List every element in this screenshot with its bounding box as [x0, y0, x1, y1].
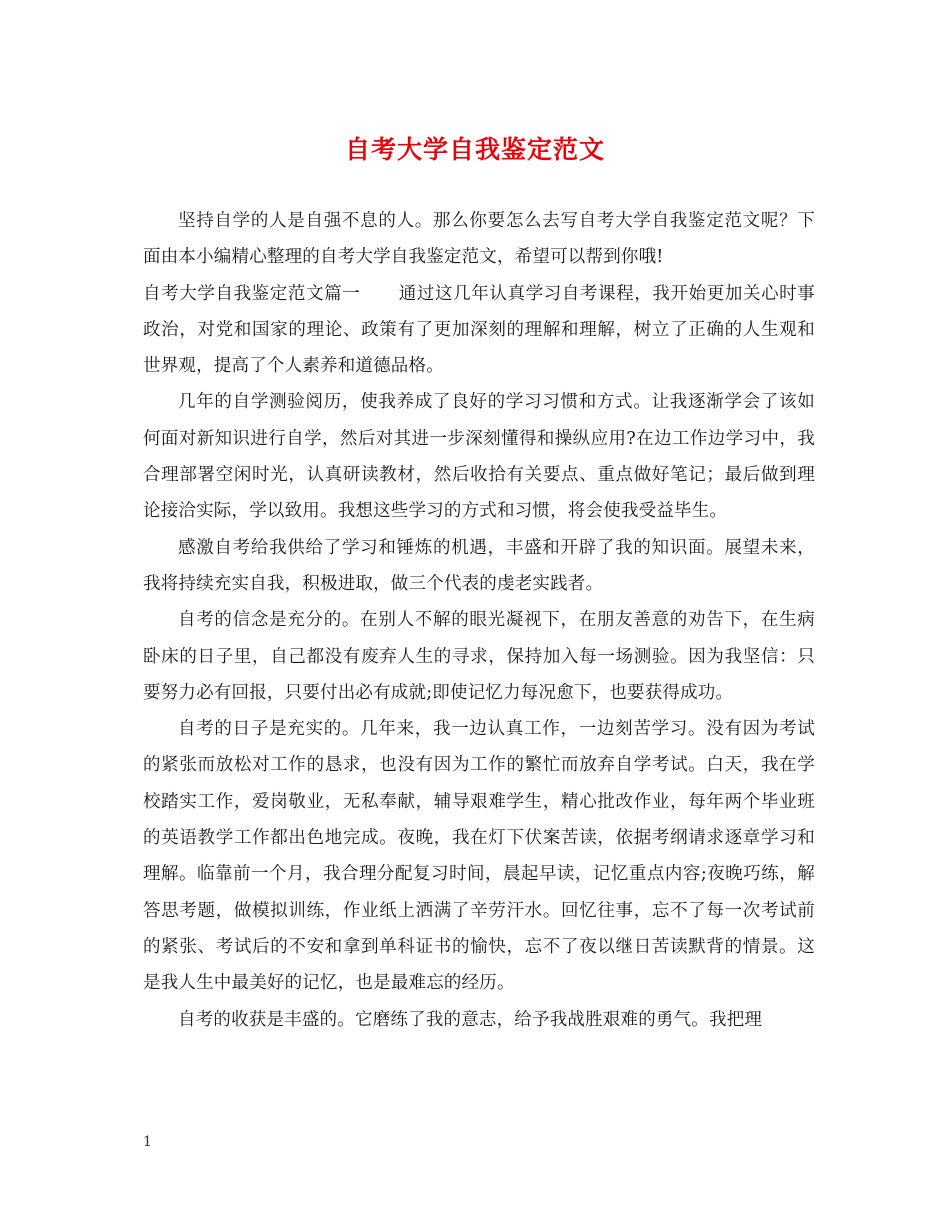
intro-paragraph: 坚持自学的人是自强不息的人。那么你要怎么去写自考大学自我鉴定范文呢？下面由本小编精心整理的自考大学自我鉴定范文，希望可以帮到你哦!	[143, 211, 815, 268]
section-heading: 自考大学自我鉴定范文篇一	[143, 283, 361, 304]
section-first-text: 通过这几年认真学习自考课程，我开始更加关心时事政治，对党和国家的理论、政策有了更加深刻的理解和理解，树立了正确的人生观和世界观，提高了个人素养和道德品格。	[143, 283, 815, 377]
body-paragraph: 自考的收获是丰盛的。它磨练了我的意志，给予我战胜艰难的勇气。我把理	[178, 1009, 763, 1030]
body-paragraph: 几年的自学测验阅历，使我养成了良好的学习习惯和方式。让我逐渐学会了该如何面对新知识进行自学，然后对其进一步深刻懂得和操纵应用?在边工作边学习中，我合理部署空闲时光，认真研读教材，然后收拾有关要点、重点做好笔记；最后做到理论接洽实际，学以致用。我想这些学习的方式和习惯，将会使我受益毕生。	[143, 392, 815, 522]
page-number: 1	[143, 1134, 152, 1150]
document-body	[143, 203, 815, 1038]
page-title: 自考大学自我鉴定范文	[344, 135, 605, 164]
body-paragraph: 自考的日子是充实的。几年来，我一边认真工作，一边刻苦学习。没有因为考试的紧张而放松对工作的恳求，也没有因为工作的繁忙而放弃自学考试。白天，我在学校踏实工作，爱岗敬业，无私奉献，辅导艰难学生，精心批改作业，每年两个毕业班的英语教学工作都出色地完成。夜晚，我在灯下伏案苦读，依据考纲请求逐章学习和理解。临靠前一个月，我合理分配复习时间，晨起早读，记忆重点内容;夜晚巧练，解答思考题，做模拟训练，作业纸上洒满了辛劳汗水。回忆往事，忘不了每一次考试前的紧张、考试后的不安和拿到单科证书的愉快，忘不了夜以继日苦读默背的情景。这是我人生中最美好的记忆，也是最难忘的经历。	[143, 719, 815, 994]
body-paragraph: 感激自考给我供给了学习和锤炼的机遇，丰盛和开辟了我的知识面。展望未来，我将持续充实自我，积极进取，做三个代表的虔老实践者。	[143, 537, 815, 594]
section-paragraph	[143, 276, 815, 385]
body-paragraph: 自考的信念是充分的。在别人不解的眼光凝视下，在朋友善意的劝告下，在生病卧床的日子里，自己都没有废弃人生的寻求，保持加入每一场测验。因为我坚信：只要努力必有回报，只要付出必有成就;即使记忆力每况愈下，也要获得成功。	[143, 610, 815, 703]
